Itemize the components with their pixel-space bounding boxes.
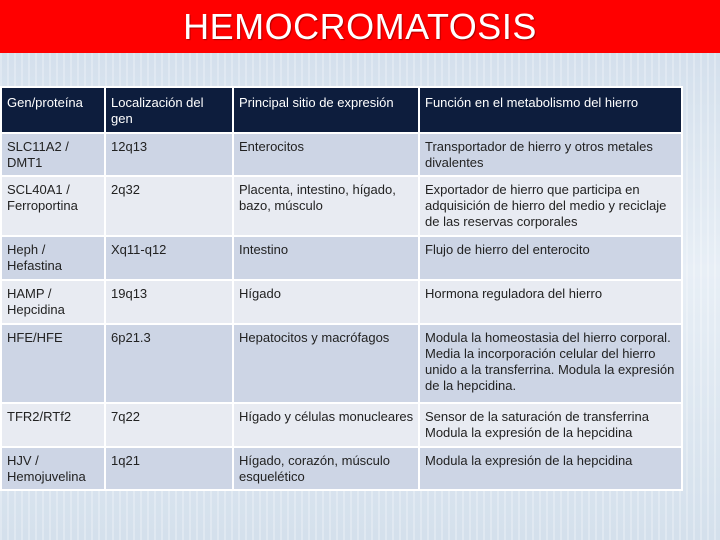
cell-expression: Hígado, corazón, músculo esquelético bbox=[233, 447, 419, 490]
cell-location: 2q32 bbox=[105, 176, 233, 236]
table-row bbox=[1, 447, 682, 490]
table-row bbox=[1, 133, 682, 176]
table-row bbox=[1, 324, 682, 403]
cell-location: 19q13 bbox=[105, 280, 233, 324]
cell-gene: HJV / Hemojuvelina bbox=[1, 447, 105, 490]
cell-function: Sensor de la saturación de transferrina Modula la expresión de la hepcidina bbox=[419, 403, 682, 447]
table-header-row bbox=[1, 87, 682, 133]
table-row bbox=[1, 236, 682, 280]
cell-gene: HAMP / Hepcidina bbox=[1, 280, 105, 324]
cell-function: Exportador de hierro que participa en adquisición de hierro del medio y reciclaje de las reservas corporales bbox=[419, 176, 682, 236]
header-gene: Gen/proteína bbox=[1, 87, 105, 133]
slide-title: HEMOCROMATOSIS bbox=[183, 5, 537, 47]
cell-function: Flujo de hierro del enterocito bbox=[419, 236, 682, 280]
cell-gene: TFR2/RTf2 bbox=[1, 403, 105, 447]
cell-location: 1q21 bbox=[105, 447, 233, 490]
cell-expression: Hígado y células monucleares bbox=[233, 403, 419, 447]
header-location: Localización del gen bbox=[105, 87, 233, 133]
cell-gene: SCL40A1 / Ferroportina bbox=[1, 176, 105, 236]
cell-location: 7q22 bbox=[105, 403, 233, 447]
table-row bbox=[1, 176, 682, 236]
cell-expression: Hígado bbox=[233, 280, 419, 324]
cell-gene: SLC11A2 / DMT1 bbox=[1, 133, 105, 176]
gene-table-container bbox=[0, 86, 681, 491]
cell-expression: Placenta, intestino, hígado, bazo, músculo bbox=[233, 176, 419, 236]
header-function: Función en el metabolismo del hierro bbox=[419, 87, 682, 133]
cell-function: Modula la homeostasia del hierro corporal. Media la incorporación celular del hierro unido a la transferrina. Modula la expresión de la hepcidina. bbox=[419, 324, 682, 403]
cell-function: Modula la expresión de la hepcidina bbox=[419, 447, 682, 490]
cell-expression: Enterocitos bbox=[233, 133, 419, 176]
cell-gene: Heph / Hefastina bbox=[1, 236, 105, 280]
cell-location: 12q13 bbox=[105, 133, 233, 176]
cell-gene: HFE/HFE bbox=[1, 324, 105, 403]
header-expression: Principal sitio de expresión bbox=[233, 87, 419, 133]
cell-expression: Hepatocitos y macrófagos bbox=[233, 324, 419, 403]
cell-expression: Intestino bbox=[233, 236, 419, 280]
title-bar bbox=[0, 0, 720, 53]
table-row bbox=[1, 403, 682, 447]
cell-location: 6p21.3 bbox=[105, 324, 233, 403]
gene-table bbox=[0, 86, 683, 491]
cell-function: Transportador de hierro y otros metales divalentes bbox=[419, 133, 682, 176]
cell-function: Hormona reguladora del hierro bbox=[419, 280, 682, 324]
cell-location: Xq11-q12 bbox=[105, 236, 233, 280]
table-row bbox=[1, 280, 682, 324]
